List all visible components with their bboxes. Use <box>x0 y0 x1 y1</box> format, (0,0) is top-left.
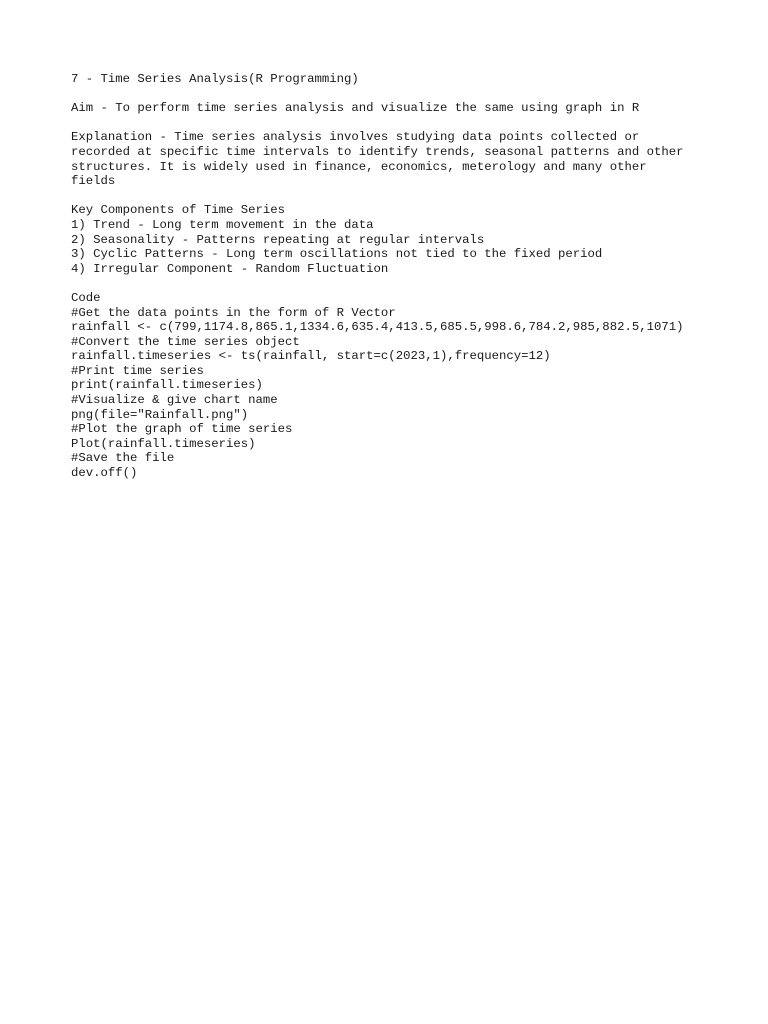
explanation-line: structures. It is widely used in finance, economics, meterology and many other <box>71 159 647 174</box>
code-line: #Plot the graph of time series <box>71 422 293 437</box>
components-list <box>71 218 711 276</box>
components-heading: Key Components of Time Series <box>71 203 286 218</box>
explanation-paragraph <box>71 130 711 188</box>
code-line: rainfall <- c(799,1174.8,865.1,1334.6,635.4,413.5,685.5,998.6,784.2,985,882.5,1071) <box>71 320 684 335</box>
explanation-line: Explanation - Time series analysis involves studying data points collected or <box>71 130 640 145</box>
document-title: 7 - Time Series Analysis(R Programming) <box>71 72 359 86</box>
code-line: #Visualize & give chart name <box>71 393 278 408</box>
code-heading: Code <box>71 290 101 305</box>
code-line: #Convert the time series object <box>71 334 300 349</box>
explanation-line: recorded at specific time intervals to identify trends, seasonal patterns and other <box>71 144 684 159</box>
code-line: #Get the data points in the form of R Vector <box>71 305 396 320</box>
code-line: #Save the file <box>71 451 175 466</box>
code-line: Plot(rainfall.timeseries) <box>71 436 256 451</box>
spacer <box>71 276 711 291</box>
explanation-line: fields <box>71 174 116 189</box>
code-line: png(file="Rainfall.png") <box>71 407 249 422</box>
document-page <box>71 72 711 481</box>
spacer <box>71 189 711 204</box>
code-line: rainfall.timeseries <- ts(rainfall, start=c(2023,1),frequency=12) <box>71 349 551 364</box>
code-line: #Print time series <box>71 363 204 378</box>
list-item: 3) Cyclic Patterns - Long term oscillations not tied to the fixed period <box>71 247 603 262</box>
code-line: dev.off() <box>71 466 138 481</box>
code-block <box>71 306 711 481</box>
aim-text: Aim - To perform time series analysis and visualize the same using graph in R <box>71 101 640 116</box>
list-item: 1) Trend - Long term movement in the data <box>71 217 374 232</box>
list-item: 2) Seasonality - Patterns repeating at regular intervals <box>71 232 485 247</box>
spacer <box>71 116 711 131</box>
spacer <box>71 87 711 102</box>
code-line: print(rainfall.timeseries) <box>71 378 263 393</box>
list-item: 4) Irregular Component - Random Fluctuation <box>71 261 389 276</box>
